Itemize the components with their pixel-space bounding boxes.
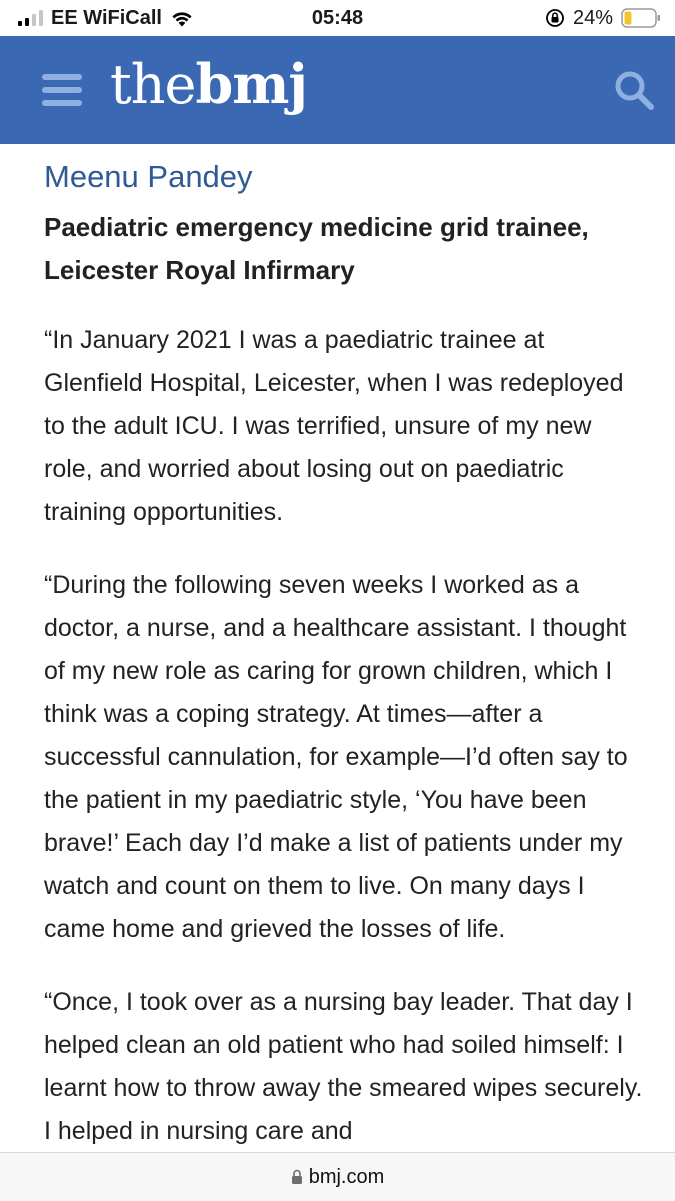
- status-bar: [0, 0, 675, 36]
- url-text[interactable]: bmj.com: [308, 1165, 385, 1188]
- site-header: [0, 36, 675, 144]
- bmj-logo[interactable]: [110, 52, 307, 116]
- wifi-icon: [170, 9, 194, 27]
- rotation-lock-icon: [545, 8, 565, 28]
- search-icon[interactable]: [612, 68, 656, 112]
- article-content: [44, 156, 644, 1153]
- author-role: Paediatric emergency medicine grid trainee, Leicester Royal Infirmary: [44, 212, 589, 285]
- hamburger-icon[interactable]: [42, 74, 82, 106]
- status-left: [18, 7, 258, 30]
- signal-icon: [18, 10, 43, 26]
- article-paragraph: “During the following seven weeks I worked as a doctor, a nurse, and a healthcare assistant. I thought of my new role as caring for grown children, which I think was a coping strategy. At times—after a successful cannulation, for example—I’d often say to the patient in my paediatric style, ‘You have been brave!’ Each day I’d make a list of patients under my watch and count on them to live. On many days I came home and grieved the losses of life.: [44, 571, 628, 943]
- article-paragraph: “In January 2021 I was a paediatric trainee at Glenfield Hospital, Leicester, when I was redeployed to the adult ICU. I was terrified, unsure of my new role, and worried about losing out on paediatric training opportunities.: [44, 326, 624, 526]
- logo-the-text: the: [110, 53, 196, 116]
- logo-bmj-text: bmj: [195, 52, 307, 116]
- author-name: Meenu Pandey: [44, 159, 253, 194]
- article-paragraph: “Once, I took over as a nursing bay leader. That day I helped clean an old patient who had soiled himself: I learnt how to throw away the smeared wipes securely. I helped in nursing care and: [44, 988, 643, 1145]
- carrier-label: EE WiFiCall: [51, 6, 162, 29]
- status-time: 05:48: [311, 6, 364, 29]
- browser-address-bar[interactable]: [0, 1152, 675, 1201]
- lock-icon: [291, 1169, 303, 1185]
- battery-percent: 24%: [572, 6, 613, 29]
- status-right: [545, 7, 661, 30]
- battery-icon: [621, 8, 661, 28]
